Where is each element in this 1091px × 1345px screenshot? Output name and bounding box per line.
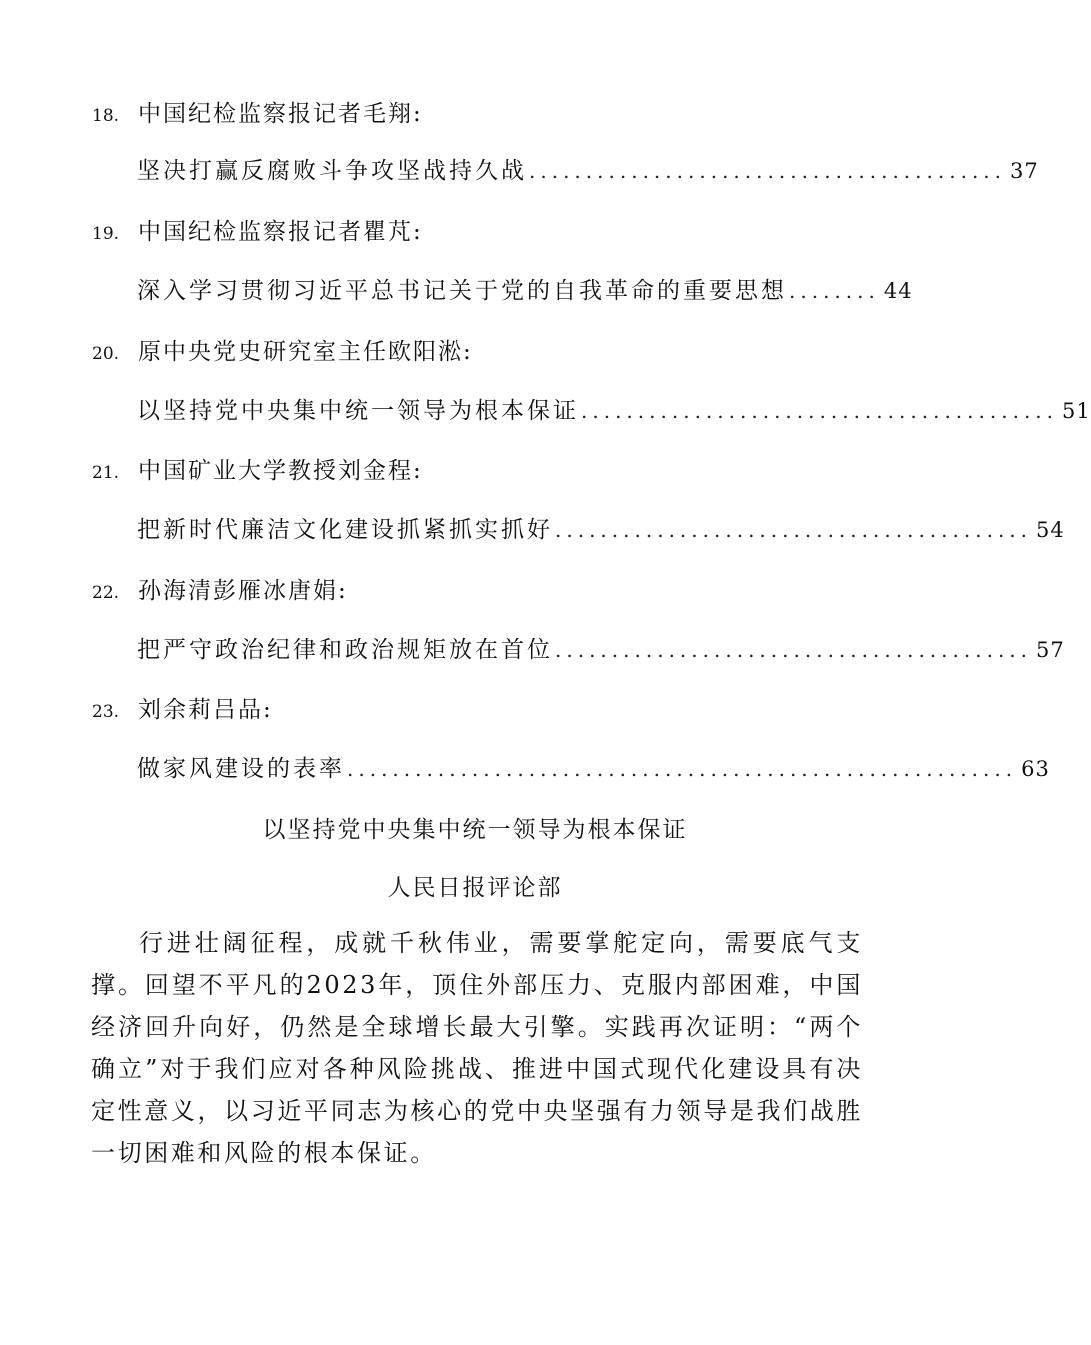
toc-leader-dots: ..........................................	[581, 399, 1059, 423]
toc-title: 深入学习贯彻习近平总书记关于党的自我革命的重要思想	[137, 278, 787, 304]
toc-title: 把严守政治纪律和政治规矩放在首位	[137, 637, 553, 663]
toc-heading-text: 刘余莉吕品:	[138, 697, 273, 723]
toc-leader-dots: ........	[789, 279, 880, 303]
toc-page-number: 63	[1021, 757, 1050, 781]
toc-heading-text: 中国纪检监察报记者瞿芃:	[138, 219, 423, 245]
toc-page-number: 37	[1010, 159, 1039, 183]
toc-leader-dots: ..........................................	[555, 638, 1033, 662]
toc-line[interactable]	[137, 632, 1065, 668]
toc-heading	[92, 573, 348, 609]
toc-page-number: 44	[883, 279, 913, 303]
toc-heading-text: 中国矿业大学教授刘金程:	[138, 458, 423, 484]
toc-title: 把新时代廉洁文化建设抓紧抓实抓好	[137, 517, 553, 543]
toc-line[interactable]	[137, 751, 1050, 787]
toc-page-number: 57	[1036, 638, 1065, 662]
article-title: 以坚持党中央集中统一领导为根本保证	[262, 817, 688, 843]
toc-heading	[92, 214, 423, 250]
toc-page-number: 51	[1062, 399, 1091, 423]
toc-number: 21.	[92, 463, 120, 483]
toc-heading	[92, 96, 423, 132]
toc-number: 18.	[92, 106, 120, 126]
toc-line[interactable]	[137, 153, 1039, 189]
toc-line[interactable]	[137, 512, 1065, 548]
toc-heading	[92, 453, 423, 489]
toc-heading-text: 孙海清彭雁冰唐娟:	[138, 578, 348, 604]
toc-leader-dots: ...........................................................	[347, 757, 1018, 781]
toc-line[interactable]	[137, 273, 913, 309]
toc-title: 坚决打赢反腐败斗争攻坚战持久战	[137, 158, 527, 184]
toc-number: 22.	[92, 583, 120, 603]
toc-heading-text: 中国纪检监察报记者毛翔:	[138, 101, 423, 127]
toc-leader-dots: ..........................................	[555, 518, 1033, 542]
toc-title: 以坚持党中央集中统一领导为根本保证	[137, 398, 579, 424]
article-author: 人民日报评论部	[387, 875, 563, 901]
article-paragraph: 行进壮阔征程，成就千秋伟业，需要掌舵定向，需要底气支撑。回望不平凡的2023年，顶住外部压力、克服内部困难，中国经济回升向好，仍然是全球增长最大引擎。实践再次证明：“两个确立”对于我们应对各种风险挑战、推进中国式现代化建设具有决定性意义，以习近平同志为核心的党中央坚强有力领导是我们战胜一切困难和风险的根本保证。	[91, 929, 863, 1167]
toc-line[interactable]	[137, 393, 1091, 429]
toc-heading	[92, 692, 273, 728]
toc-title: 做家风建设的表率	[137, 756, 345, 782]
toc-heading	[92, 334, 473, 370]
toc-heading-text: 原中央党史研究室主任欧阳淞:	[138, 339, 473, 365]
toc-leader-dots: ..........................................	[529, 159, 1007, 183]
toc-number: 23.	[92, 702, 120, 722]
toc-number: 19.	[92, 224, 120, 244]
toc-page-number: 54	[1036, 518, 1065, 542]
toc-number: 20.	[92, 344, 120, 364]
